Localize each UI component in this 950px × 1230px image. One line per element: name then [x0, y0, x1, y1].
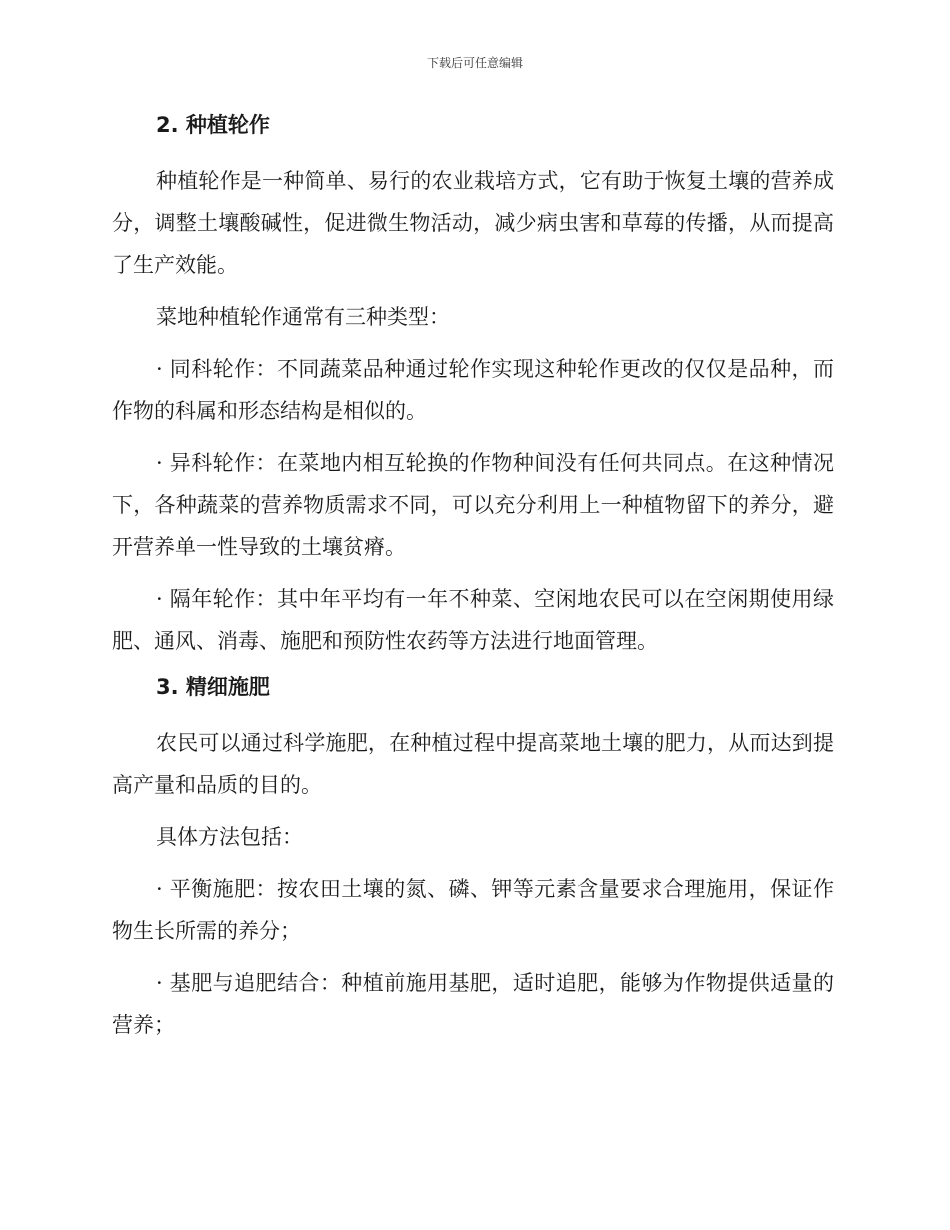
paragraph: 种植轮作是一种简单、易行的农业栽培方式，它有助于恢复土壤的营养成分，调整土壤酸碱性，促进微生物活动，减少病虫害和草莓的传播，从而提高了生产效能。	[112, 169, 834, 277]
section-heading-fine-fertilization: 3. 精细施肥	[156, 675, 270, 699]
list-item: · 隔年轮作：其中年平均有一年不种菜、空闲地农民可以在空闲期使用绿肥、通风、消毒、施肥和预防性农药等方法进行地面管理。	[112, 587, 834, 653]
list-item: · 同科轮作：不同蔬菜品种通过轮作实现这种轮作更改的仅仅是品种，而作物的科属和形态结构是相似的。	[112, 357, 834, 423]
page-header-note: 下载后可任意编辑	[426, 56, 523, 70]
paragraph: 农民可以通过科学施肥，在种植过程中提高菜地土壤的肥力，从而达到提高产量和品质的目的。	[112, 731, 834, 797]
list-item: · 平衡施肥：按农田土壤的氮、磷、钾等元素含量要求合理施用，保证作物生长所需的养分；	[112, 877, 834, 943]
paragraph: 具体方法包括：	[156, 825, 303, 849]
document-body	[112, 110, 834, 1056]
list-item: · 异科轮作：在菜地内相互轮换的作物种间没有任何共同点。在这种情况下，各种蔬菜的营养物质需求不同，可以充分利用上一种植物留下的养分，避开营养单一性导致的土壤贫瘠。	[112, 451, 834, 559]
section-heading-crop-rotation: 2. 种植轮作	[156, 113, 270, 137]
paragraph: 菜地种植轮作通常有三种类型：	[156, 305, 450, 329]
list-item: · 基肥与追肥结合：种植前施用基肥，适时追肥，能够为作物提供适量的营养；	[112, 971, 834, 1037]
